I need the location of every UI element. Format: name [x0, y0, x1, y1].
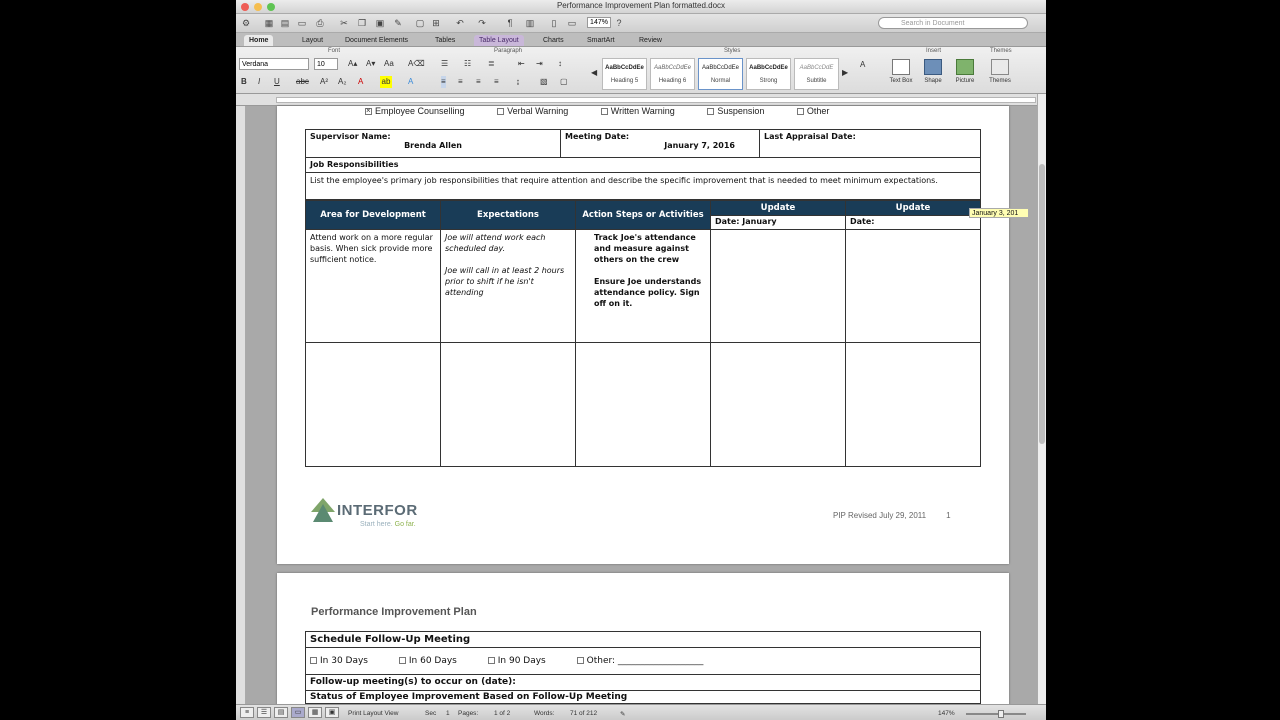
document-page-1[interactable] — [277, 106, 1009, 564]
align-right-icon[interactable]: ≡ — [476, 77, 481, 86]
check-verbal-warning[interactable] — [497, 106, 568, 116]
bullets-icon[interactable]: ☰ — [441, 59, 449, 68]
picture-button[interactable] — [951, 59, 979, 91]
styles-prev-icon[interactable]: ◀ — [591, 68, 598, 77]
schedule-options — [306, 648, 981, 675]
themes-icon — [991, 59, 1009, 75]
expectation-1: Joe will attend work each scheduled day. — [445, 233, 546, 253]
highlight-button[interactable]: ab — [381, 77, 391, 86]
empty-cell[interactable] — [711, 343, 846, 467]
empty-cell[interactable] — [441, 343, 576, 467]
cut-icon[interactable]: ✂ — [340, 18, 348, 28]
tab-review[interactable]: Review — [639, 37, 662, 44]
shape-button[interactable] — [919, 59, 947, 91]
option-30-days[interactable] — [310, 656, 368, 666]
paste-icon[interactable]: ▣ — [375, 18, 385, 28]
pages-value: 1 of 2 — [494, 710, 511, 717]
superscript-button[interactable]: A² — [320, 77, 328, 86]
undo-icon[interactable]: ↶ — [456, 18, 464, 28]
draft-view-icon[interactable]: ≡ — [240, 707, 254, 718]
table-row — [306, 675, 981, 691]
tab-tables[interactable]: Tables — [435, 37, 456, 44]
horizontal-ruler[interactable] — [236, 94, 1046, 106]
check-suspension[interactable] — [707, 106, 764, 116]
style-preview: AaBbCcDdEe — [653, 65, 692, 71]
header-area[interactable]: Area for Development — [306, 201, 441, 230]
title-bar — [236, 0, 1046, 14]
appraisal-cell[interactable] — [760, 130, 981, 158]
search-input[interactable]: Search in Document — [878, 17, 1028, 29]
pages-label: Pages: — [458, 710, 479, 717]
date-cell-2[interactable]: Date: — [846, 216, 981, 230]
option-90-days[interactable] — [488, 656, 546, 666]
table-row — [306, 173, 981, 200]
meeting-date-value: January 7, 2016 — [664, 141, 735, 150]
text-effects-button[interactable]: A — [408, 77, 414, 86]
option-label: Other: ___________________ — [586, 656, 704, 666]
ribbon-tabs — [236, 33, 1046, 47]
checkbox[interactable] — [497, 108, 504, 115]
font-group-label: Font — [328, 48, 341, 54]
table-row — [306, 691, 981, 704]
checkbox[interactable] — [577, 657, 584, 664]
status-label[interactable]: Status of Employee Improvement Based on Follow-Up Meeting — [306, 691, 981, 704]
followup-table — [305, 631, 981, 704]
tagline-start: Start here. — [360, 521, 393, 528]
job-resp-label[interactable]: Job Responsibilities — [306, 158, 981, 173]
clear-formatting-icon[interactable]: A⌫ — [408, 59, 425, 68]
table-row — [306, 158, 981, 173]
tab-home[interactable]: Home — [244, 35, 273, 46]
footer-page-number: 1 — [946, 511, 951, 520]
picture-label: Picture — [955, 78, 975, 84]
increase-indent-icon[interactable]: ⇥ — [536, 59, 543, 68]
numbering-icon[interactable]: ☷ — [464, 59, 472, 68]
show-formatting-icon[interactable]: ¶ — [507, 18, 513, 28]
sec-value: 1 — [446, 710, 450, 717]
strikethrough-button[interactable]: abc — [296, 77, 309, 86]
bold-button[interactable]: B — [241, 77, 247, 86]
header-update-1[interactable]: Update — [711, 201, 846, 216]
supervisor-label: Supervisor Name: — [310, 132, 391, 141]
appraisal-label: Last Appraisal Date: — [764, 132, 856, 141]
page2-title: Performance Improvement Plan — [311, 606, 477, 618]
table-row — [306, 648, 981, 675]
checkbox[interactable] — [707, 108, 714, 115]
open-folder-icon[interactable]: ▭ — [297, 18, 307, 28]
checkbox[interactable] — [399, 657, 406, 664]
text-box-icon — [892, 59, 910, 75]
option-label: In 30 Days — [320, 656, 368, 666]
style-heading-5[interactable] — [602, 58, 647, 90]
ruler-track — [276, 97, 1036, 103]
action-steps-cell[interactable] — [576, 230, 711, 343]
empty-cell[interactable] — [846, 343, 981, 467]
style-pane-icon[interactable]: A — [860, 60, 866, 69]
gallery-icon[interactable]: ▦ — [264, 18, 274, 28]
interfor-logo — [311, 498, 418, 528]
focus-view-icon[interactable]: ▣ — [325, 707, 339, 718]
tab-layout[interactable]: Layout — [302, 37, 324, 44]
supervisor-value: Brenda Allen — [404, 141, 462, 150]
checkbox[interactable] — [488, 657, 495, 664]
table-row — [306, 632, 981, 648]
improvement-table — [305, 200, 981, 467]
help-icon[interactable]: ? — [616, 18, 622, 28]
meeting-date-cell[interactable] — [561, 130, 760, 158]
spelling-status-icon[interactable]: ✎ — [620, 711, 626, 718]
checkbox-label: Written Warning — [610, 106, 675, 116]
style-preview: AaBbCcDdEe — [701, 65, 740, 71]
change-case-icon[interactable]: Aa — [384, 59, 394, 68]
date-tooltip: January 3, 201 — [969, 208, 1029, 218]
meeting-date-label: Meeting Date: — [565, 132, 630, 141]
borders-icon[interactable]: ▢ — [560, 77, 568, 86]
checkbox-label: Verbal Warning — [507, 106, 569, 116]
style-heading-6[interactable] — [650, 58, 695, 90]
reading-view-icon[interactable]: ▭ — [567, 18, 577, 28]
status-bar — [236, 704, 1046, 720]
option-label: In 90 Days — [497, 656, 546, 666]
date-cell-1[interactable]: Date: January — [711, 216, 846, 230]
checkbox-label: Other — [806, 106, 830, 116]
check-written-warning[interactable] — [601, 106, 675, 116]
zoom-field[interactable]: 147% — [587, 17, 611, 28]
zoom-slider[interactable] — [966, 713, 1026, 715]
option-60-days[interactable] — [399, 656, 457, 666]
style-name: Strong — [759, 78, 778, 84]
action-2: Ensure Joe understands attendance policy. Sign off on it. — [594, 277, 702, 308]
option-other[interactable] — [577, 656, 704, 666]
shape-label: Shape — [924, 78, 942, 84]
paragraph-group-label: Paragraph — [494, 48, 523, 54]
word-window — [236, 0, 1046, 720]
text-box-label: Text Box — [889, 78, 913, 84]
schedule-label[interactable]: Schedule Follow-Up Meeting — [306, 632, 981, 648]
header-action-steps[interactable]: Action Steps or Activities — [576, 201, 711, 230]
notebook-view-icon[interactable]: ▦ — [308, 707, 322, 718]
action-type-checkboxes — [365, 106, 859, 116]
underline-button[interactable]: U — [274, 77, 280, 86]
style-preview: AaBbCcDdEe — [605, 65, 644, 71]
sec-label: Sec — [425, 710, 437, 717]
footer-text: PIP Revised July 29, 2011 — [833, 511, 927, 520]
action-1: Track Joe's attendance and measure against others on the crew — [594, 233, 696, 264]
media-browser-icon[interactable]: ▢ — [415, 18, 425, 28]
checkbox-label: Employee Counselling — [375, 106, 465, 116]
header-row — [306, 201, 981, 216]
style-name: Subtitle — [806, 78, 827, 84]
tab-smartart[interactable]: SmartArt — [587, 37, 615, 44]
tab-document-elements[interactable]: Document Elements — [345, 37, 409, 44]
shading-icon[interactable]: ▧ — [540, 77, 548, 86]
logo-name: INTERFOR — [337, 502, 418, 519]
logo-tagline — [360, 521, 416, 528]
check-other[interactable] — [797, 106, 830, 116]
expectations-cell[interactable] — [441, 230, 576, 343]
line-spacing-icon[interactable]: ↨ — [516, 77, 520, 86]
copy-icon[interactable]: ❐ — [357, 18, 367, 28]
checkbox[interactable] — [797, 108, 804, 115]
empty-cell[interactable] — [306, 343, 441, 467]
themes-group-label: Themes — [990, 48, 1012, 54]
sort-icon[interactable]: ↕ — [558, 59, 562, 68]
words-label: Words: — [534, 710, 555, 717]
zoom-slider-thumb[interactable] — [998, 710, 1004, 718]
navigation-pane-icon[interactable]: ▥ — [525, 18, 535, 28]
insert-group-label: Insert — [926, 48, 942, 54]
settings-gear-icon[interactable]: ⚙ — [241, 18, 251, 28]
themes-button[interactable] — [986, 59, 1014, 91]
checkbox[interactable] — [310, 657, 317, 664]
document-page-2[interactable] — [277, 573, 1009, 713]
style-subtitle[interactable] — [794, 58, 839, 90]
outline-view-icon[interactable]: ☰ — [257, 707, 271, 718]
sidebar-icon[interactable]: ⊞ — [432, 18, 440, 28]
justify-icon[interactable]: ≡ — [494, 77, 499, 86]
table-row — [306, 343, 981, 467]
window-title: Performance Improvement Plan formatted.docx — [556, 1, 726, 10]
font-color-button[interactable]: A — [358, 77, 364, 86]
page-view-icon[interactable]: ▯ — [551, 18, 557, 28]
vertical-ruler[interactable] — [236, 106, 246, 704]
align-center-icon[interactable]: ≡ — [458, 77, 463, 86]
view-name: Print Layout View — [348, 710, 399, 717]
tab-table-layout[interactable]: Table Layout — [474, 35, 524, 46]
decrease-indent-icon[interactable]: ⇤ — [518, 59, 525, 68]
info-table — [305, 129, 981, 200]
scrollbar-thumb[interactable] — [1039, 164, 1045, 444]
style-preview: AaBbCcDdEe — [749, 65, 788, 71]
multilevel-list-icon[interactable]: ≣ — [488, 59, 495, 68]
style-name: Normal — [710, 78, 731, 84]
option-label: In 60 Days — [408, 656, 457, 666]
font-name-select[interactable]: Verdana — [239, 58, 309, 70]
style-name: Heading 5 — [610, 78, 639, 84]
publishing-view-icon[interactable]: ▤ — [274, 707, 288, 718]
print-layout-view-icon[interactable]: ▭ — [291, 707, 305, 718]
themes-label: Themes — [989, 78, 1011, 84]
update-cell-2[interactable] — [846, 230, 981, 343]
tab-charts[interactable]: Charts — [543, 37, 564, 44]
styles-next-icon[interactable]: ▶ — [842, 68, 849, 77]
checkbox-label: Suspension — [717, 106, 765, 116]
empty-cell[interactable] — [576, 343, 711, 467]
supervisor-cell[interactable] — [306, 130, 561, 158]
standard-toolbar — [236, 14, 1046, 33]
table-row — [306, 230, 981, 343]
job-resp-text[interactable]: List the employee's primary job responsibilities that require attention and describe the specific improvement that is needed to meet minimum expectations. — [306, 173, 981, 200]
subscript-button[interactable]: A₂ — [338, 77, 347, 86]
zoom-percent: 147% — [938, 710, 955, 717]
style-preview: AaBbCcDdE — [799, 65, 834, 71]
redo-icon[interactable]: ↷ — [478, 18, 486, 28]
check-employee-counselling[interactable] — [365, 106, 465, 116]
new-document-icon[interactable]: ▤ — [280, 18, 290, 28]
logo-mark-icon — [311, 498, 335, 522]
followup-date-label[interactable]: Follow-up meeting(s) to occur on (date): — [306, 675, 981, 691]
update-cell-1[interactable] — [711, 230, 846, 343]
tagline-go-far: Go far. — [394, 521, 416, 528]
styles-group-label: Styles — [724, 48, 741, 54]
text-box-button[interactable] — [887, 59, 915, 91]
italic-button[interactable]: I — [258, 77, 261, 86]
expectation-2: Joe will call in at least 2 hours prior to shift if he isn't attending — [445, 266, 565, 297]
ribbon — [236, 47, 1046, 94]
vertical-scrollbar[interactable] — [1037, 94, 1046, 704]
checkbox[interactable] — [601, 108, 608, 115]
align-left-icon[interactable]: ≡ — [441, 77, 446, 86]
style-normal[interactable] — [698, 58, 743, 90]
words-value: 71 of 212 — [570, 710, 598, 717]
picture-icon — [956, 59, 974, 75]
print-icon[interactable]: ⎙ — [316, 18, 324, 28]
grow-font-icon[interactable]: A▴ — [348, 59, 358, 68]
header-expectations[interactable]: Expectations — [441, 201, 576, 230]
style-strong[interactable] — [746, 58, 791, 90]
shrink-font-icon[interactable]: A▾ — [366, 59, 376, 68]
area-cell[interactable]: Attend work on a more regular basis. When sick provide more sufficient notice. — [306, 230, 441, 343]
checkbox-checked[interactable] — [365, 108, 372, 115]
shape-icon — [924, 59, 942, 75]
page-footer — [833, 511, 951, 520]
font-size-select[interactable]: 10 — [314, 58, 338, 70]
table-row — [306, 130, 981, 158]
header-update-2[interactable]: Update — [846, 201, 981, 216]
style-name: Heading 6 — [658, 78, 687, 84]
format-painter-icon[interactable]: ✎ — [394, 18, 402, 28]
